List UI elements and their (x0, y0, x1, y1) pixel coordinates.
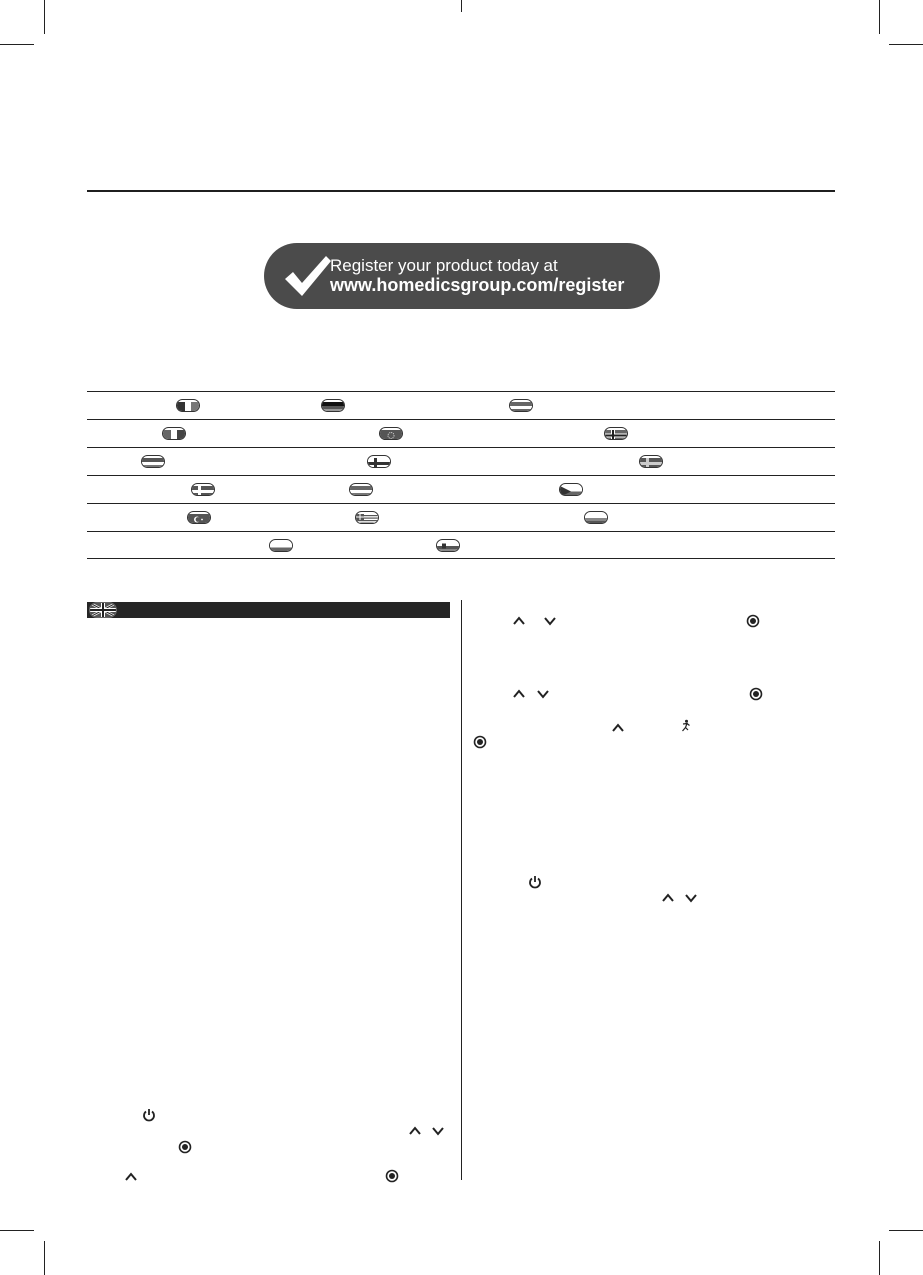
register-text: Register your product today at (330, 256, 558, 275)
flag-netherlands-icon (141, 455, 165, 468)
flag-hungary-icon (349, 483, 373, 496)
flag-denmark-icon (191, 483, 215, 496)
set-button-icon (746, 614, 760, 628)
flag-austria-icon (509, 399, 533, 412)
chevron-up-icon (512, 687, 526, 701)
title-rule (87, 190, 835, 192)
flag-turkey-icon (187, 511, 211, 524)
column-divider (461, 600, 462, 1180)
power-icon (142, 1108, 156, 1122)
chevron-up-icon (408, 1124, 422, 1138)
flag-row (87, 447, 835, 475)
chevron-down-icon (543, 614, 557, 628)
flag-italy-icon (176, 399, 200, 412)
crop-mark (44, 1241, 45, 1275)
register-url[interactable]: www.homedicsgroup.com/register (330, 275, 625, 295)
chevron-down-icon (536, 687, 550, 701)
set-button-icon (749, 687, 763, 701)
crop-mark (879, 1241, 880, 1275)
language-flags-table (87, 391, 835, 559)
flag-ireland-icon (162, 427, 186, 440)
flag-row (87, 503, 835, 531)
flag-czech-icon (559, 483, 583, 496)
flag-greece-icon (355, 511, 379, 524)
flag-germany-icon (321, 399, 345, 412)
crop-mark (889, 44, 923, 45)
chevron-up-icon (661, 891, 675, 905)
chevron-down-icon (431, 1124, 445, 1138)
flag-poland-icon (269, 539, 293, 552)
flag-sweden-icon (639, 455, 663, 468)
flag-row (87, 531, 835, 559)
chevron-up-icon (611, 721, 625, 735)
flag-slovenia-icon (436, 539, 460, 552)
flag-bulgaria-icon (584, 511, 608, 524)
flag-row (87, 475, 835, 503)
chevron-up-icon (124, 1170, 138, 1184)
set-button-icon (178, 1140, 192, 1154)
language-section-header (87, 602, 450, 618)
checkmark-icon (282, 253, 332, 299)
chevron-down-icon (684, 891, 698, 905)
set-button-icon (473, 735, 487, 749)
flag-row (87, 419, 835, 447)
flag-row (87, 391, 835, 419)
crop-mark (44, 0, 45, 34)
activity-runner-icon (678, 719, 692, 733)
flag-finland-icon (367, 455, 391, 468)
chevron-up-icon (512, 614, 526, 628)
flag-uk-icon (89, 602, 117, 618)
crop-mark (0, 1230, 34, 1231)
register-banner (264, 243, 660, 309)
flag-eu-icon (379, 427, 403, 440)
crop-mark (889, 1230, 923, 1231)
crop-mark (0, 44, 34, 45)
crop-mark-center (461, 0, 462, 12)
flag-norway-icon (604, 427, 628, 440)
crop-mark (879, 0, 880, 34)
power-icon (528, 875, 542, 889)
set-button-icon (385, 1169, 399, 1183)
